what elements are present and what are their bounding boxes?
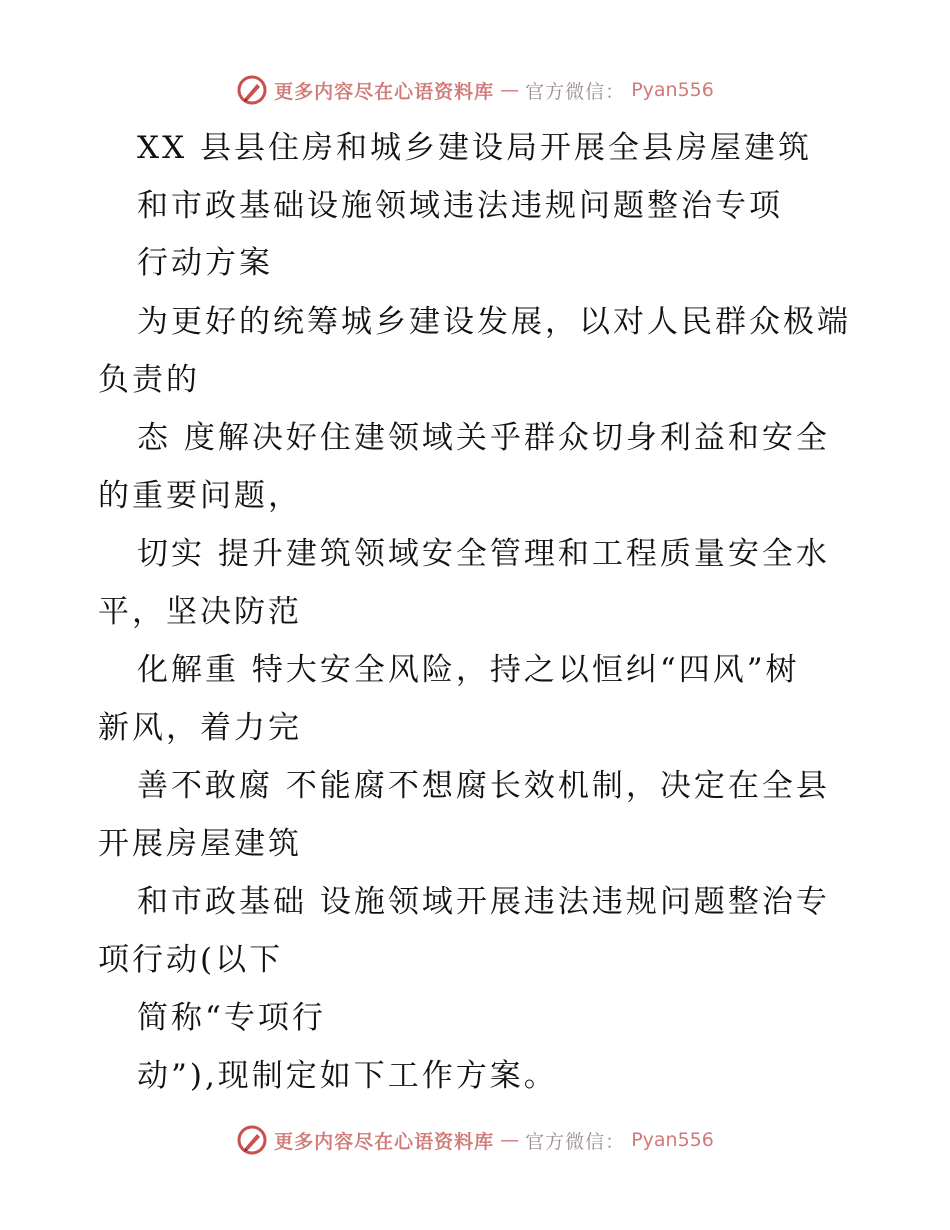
pen-circle-logo-icon (236, 1124, 268, 1156)
paragraph-line: 为更好的统筹城乡建设发展，以对人民群众极端 (137, 304, 851, 340)
paragraph-line: 切实 提升建筑领域安全管理和工程质量安全水 (137, 536, 830, 572)
watermark-wechat-id: Pyan556 (631, 79, 714, 101)
paragraph-line: 善不敢腐 不能腐不想腐长效机制，决定在全县 (137, 768, 830, 804)
paragraph-line: 开展房屋建筑 (98, 826, 302, 862)
watermark-main-text: 更多内容尽在心语资料库 (274, 80, 495, 103)
paragraph-line: 的重要问题， (98, 478, 302, 514)
document-title-line-2: 和市政基础设施领域违法违规问题整治专项 (137, 188, 783, 224)
watermark-dash: — (500, 79, 520, 101)
footer-watermark (0, 1120, 950, 1160)
document-title-line-1: XX 县县住房和城乡建设局开展全县房屋建筑 (137, 130, 812, 166)
watermark-wechat-id: Pyan556 (631, 1129, 714, 1151)
watermark-sub-text: 官方微信： (525, 80, 626, 103)
pen-circle-logo-icon (236, 74, 268, 106)
paragraph-line: 动”),现制定如下工作方案。 (137, 1058, 558, 1094)
watermark-dash: — (500, 1129, 520, 1151)
paragraph-line: 负责的 (98, 362, 200, 398)
watermark-main-text: 更多内容尽在心语资料库 (274, 1130, 495, 1153)
paragraph-line: 平，坚决防范 (98, 594, 302, 630)
document-title-line-3: 行动方案 (137, 245, 273, 281)
paragraph-line: 和市政基础 设施领域开展违法违规问题整治专 (137, 884, 830, 920)
header-watermark (0, 70, 950, 110)
watermark-sub-text: 官方微信： (525, 1130, 626, 1153)
paragraph-line: 态 度解决好住建领域关乎群众切身利益和安全 (137, 420, 830, 456)
paragraph-line: 新风，着力完 (98, 710, 302, 746)
paragraph-line: 简称“专项行 (137, 1000, 326, 1036)
paragraph-line: 化解重 特大安全风险，持之以恒纠“四风”树 (137, 652, 800, 688)
paragraph-line: 项行动(以下 (98, 942, 284, 978)
